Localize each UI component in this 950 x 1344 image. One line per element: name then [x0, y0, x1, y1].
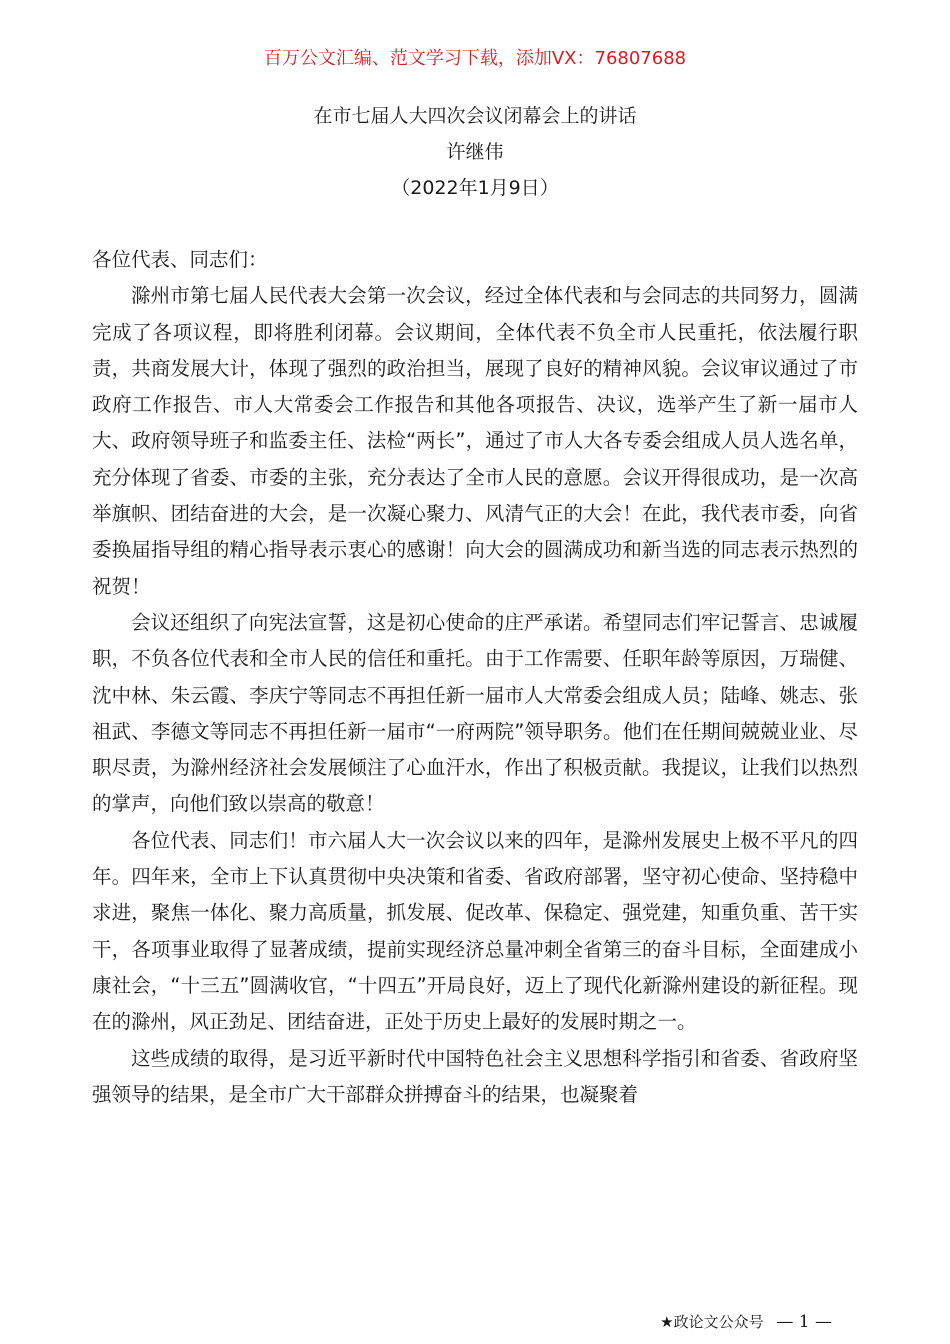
title-block	[0, 98, 950, 206]
document-date: （2022年1月9日）	[391, 177, 559, 199]
paragraph: 会议还组织了向宪法宣誓，这是初心使命的庄严承诺。希望同志们牢记誓言、忠诚履职，不负各位代表和全市人民的信任和重托。由于工作需要、任职年龄等原因，万瑞健、沈中林、朱云霞、李庆宁等同志不再担任新一届市人大常委会组成人员；陆峰、姚志、张祖武、李德文等同志不再担任新一届市“一府两院”领导职务。他们在任期间兢兢业业、尽职尽责，为滁州经济社会发展倾注了心血汗水，作出了积极贡献。我提议，让我们以热烈的掌声，向他们致以崇高的敬意！	[92, 610, 858, 816]
paragraph: 各位代表、同志们！市六届人大一次会议以来的四年，是滁州发展史上极不平凡的四年。四年来，全市上下认真贯彻中央决策和省委、省政府部署，坚守初心使命、坚持稳中求进，聚焦一体化、聚力高质量，抓发展、促改革、保稳定、强党建，知重负重、苦干实干，各项事业取得了显著成绩，提前实现经济总量冲刺全省第三的奋斗目标，全面建成小康社会，“十三五”圆满收官，“十四五”开局良好，迈上了现代化新滁州建设的新征程。现在的滁州，风正劲足、团结奋进，正处于历史上最好的发展时期之一。	[92, 828, 858, 1034]
paragraph: 滁州市第七届人民代表大会第一次会议，经过全体代表和与会同志的共同努力，圆满完成了各项议程，即将胜利闭幕。会议期间，全体代表不负全市人民重托，依法履行职责，共商发展大计，体现了强烈的政治担当，展现了良好的精神风貌。会议审议通过了市政府工作报告、市人大常委会工作报告和其他各项报告、决议，选举产生了新一届市人大、政府领导班子和监委主任、法检“两长”，通过了市人大各专委会组成人员人选名单，充分体现了省委、市委的主张，充分表达了全市人民的意愿。会议开得很成功，是一次高举旗帜、团结奋进的大会，是一次凝心聚力、风清气正的大会！在此，我代表市委，向省委换届指导组的精心指导表示衷心的感谢！向大会的圆满成功和新当选的同志表示热烈的祝贺！	[92, 284, 858, 598]
document-author: 许继伟	[446, 141, 504, 163]
footer-source: ★政论文公众号	[660, 1313, 764, 1331]
promo-banner: 百万公文汇编、范文学习下载，添加VX：76807688	[263, 48, 687, 69]
document-body	[92, 242, 858, 1113]
paragraph: 这些成绩的取得，是习近平新时代中国特色社会主义思想科学指引和省委、省政府坚强领导的结果，是全市广大干部群众拼搏奋斗的结果，也凝聚着	[92, 1046, 858, 1106]
page-number: — 1 —	[776, 1312, 832, 1332]
page-footer	[660, 1310, 832, 1334]
document-title: 在市七届人大四次会议闭幕会上的讲话	[313, 105, 637, 127]
salutation: 各位代表、同志们：	[92, 248, 268, 271]
